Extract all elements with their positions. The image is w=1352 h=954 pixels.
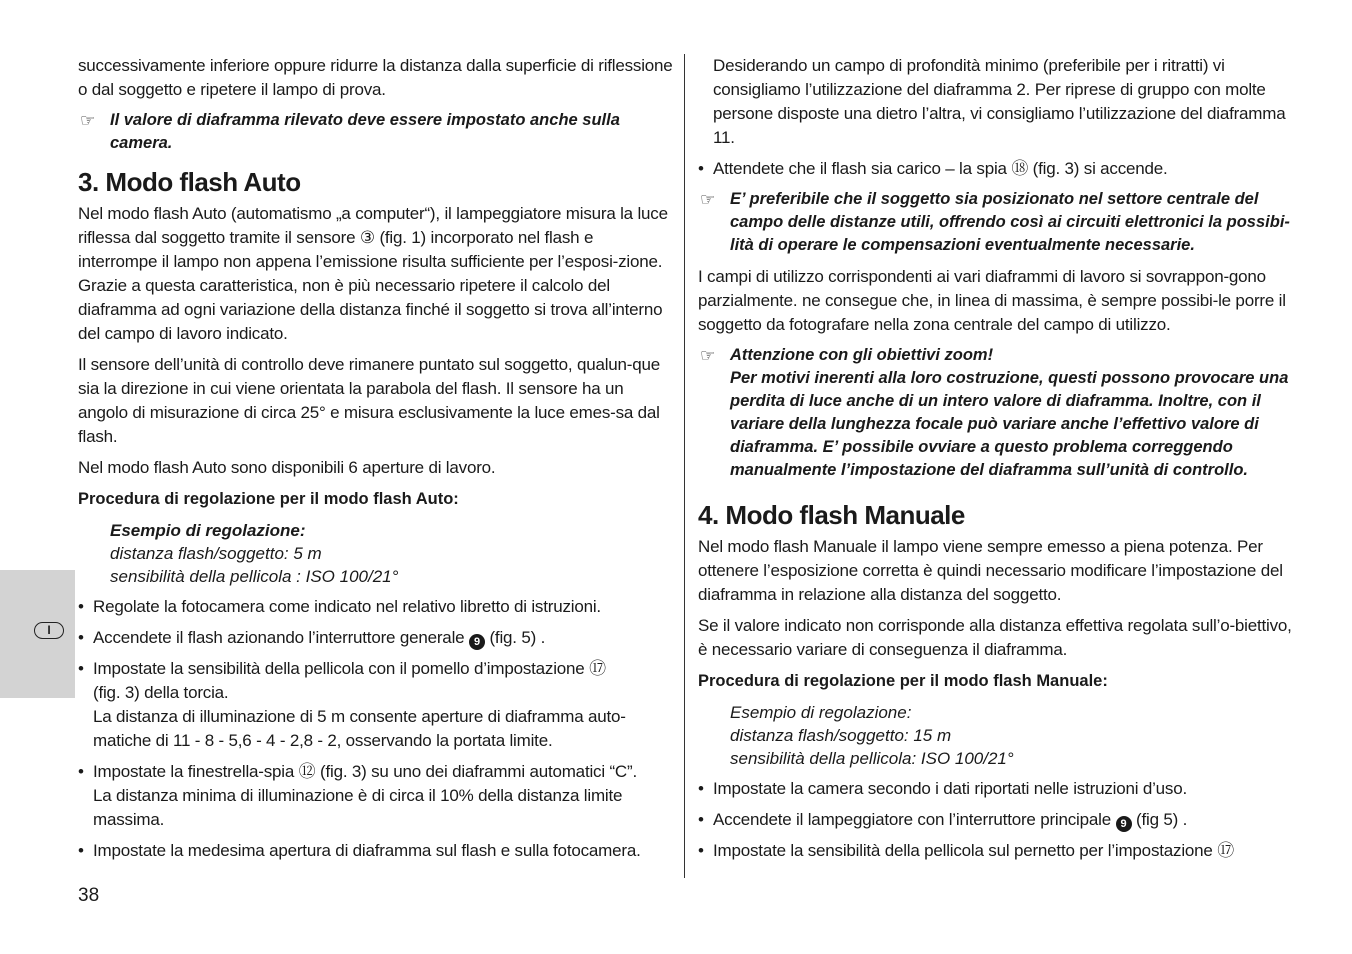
manual-paragraph-2: Se il valore indicato non corrisponde alla distanza effettiva regolata sull’o-biettivo, è necessario variare di conseguenza il diaframma. bbox=[698, 616, 1292, 659]
bullet-icon: • bbox=[78, 762, 84, 781]
example-line: distanza flash/soggetto: 15 m bbox=[730, 726, 952, 745]
section-heading-manual: 4. Modo flash Manuale bbox=[698, 500, 965, 530]
list-item: • Regolate la fotocamera come indicato nel relativo libretto di istruzioni. bbox=[78, 595, 674, 619]
bullet-icon: • bbox=[78, 628, 84, 647]
list-item: • Impostate la sensibilità della pellicola sul pernetto per l’impostazione ⑰ bbox=[698, 839, 1298, 863]
right-column bbox=[698, 54, 1298, 870]
auto-paragraph-1: Nel modo flash Auto (automatismo „a computer“), il lampeggiatore misura la luce riflessa dal soggetto tramite il sensore ③ (fig. 1) incorporato nel flash e interrompe il lampo non appena l’emissione risulta sufficiente per l’esposi-zione. Grazie a questa caratteristica, non è più necessario ripetere il calcolo del diaframma ad ogni variazione della distanza finché il soggetto si trova all’interno del campo di lavoro indicato. bbox=[78, 204, 668, 343]
list-item: • Accendete il lampeggiatore con l’interruttore principale 9 (fig 5) . bbox=[698, 810, 1188, 830]
bullet-icon: • bbox=[78, 659, 84, 678]
main-switch-ref-icon: 9 bbox=[469, 634, 485, 650]
note-zoom-lenses bbox=[698, 344, 1298, 482]
procedure-heading-auto: Procedura di regolazione per il modo flash Auto: bbox=[78, 490, 459, 508]
bullet-icon: • bbox=[698, 810, 704, 829]
example-title: Esempio di regolazione: bbox=[730, 703, 912, 722]
column-divider bbox=[684, 54, 685, 878]
example-block-manual bbox=[730, 701, 1298, 770]
main-switch-ref-icon: 9 bbox=[1116, 816, 1132, 832]
list-item: • Impostate la sensibilità della pellicola con il pomello d’impostazione ⑰ (fig. 3) della torcia. La distanza di illuminazione di 5 m consente aperture di diaframma auto-matiche di 11 - 8 - 5,6 - 4 - 2,8 - 2, osservando la portata limite. bbox=[78, 659, 626, 750]
note-subject-position bbox=[698, 188, 1298, 257]
depth-paragraph: Desiderando un campo di profondità minimo (preferibile per i ritratti) vi consigliamo l’utilizzazione del diaframma 2. Per riprese di gruppo con molte persone disposte una dietro l’altra, vi consigliamo l’utilizzazione del diaframma 11. bbox=[713, 56, 1286, 147]
language-tab bbox=[0, 570, 75, 698]
bullet-icon: • bbox=[698, 779, 704, 798]
bullet-icon: • bbox=[78, 841, 84, 860]
note-text: Il valore di diaframma rilevato deve essere impostato anche sulla camera. bbox=[110, 111, 620, 152]
procedure-heading-manual: Procedura di regolazione per il modo flash Manuale: bbox=[698, 672, 1108, 690]
example-line: sensibilità della pellicola: ISO 100/21° bbox=[730, 749, 1014, 768]
window-indicator-ref-icon: ⑫ bbox=[298, 762, 316, 781]
bullet-icon: • bbox=[698, 159, 704, 178]
ready-light-ref-icon: ⑱ bbox=[1011, 159, 1029, 178]
note-text: E’ preferibile che il soggetto sia posizionato nel settore centrale del campo delle distanze utili, offrendo così ai circuiti elettronici la possibi-lità di operare le compensazioni eventualmente necessarie. bbox=[730, 190, 1290, 254]
example-block-auto bbox=[110, 519, 674, 588]
example-line: sensibilità della pellicola : ISO 100/21° bbox=[110, 567, 399, 586]
list-item: • Impostate la camera secondo i dati riportati nelle istruzioni d’uso. bbox=[698, 777, 1298, 801]
list-item: • Attendete che il flash sia carico – la spia ⑱ (fig. 3) si accende. bbox=[698, 157, 1298, 181]
manual-paragraph-1: Nel modo flash Manuale il lampo viene sempre emesso a piena potenza. Per ottenere l’esposizione corretta è quindi necessario modificare l’impostazione del diaframma in relazione alla distanza del soggetto. bbox=[698, 537, 1283, 604]
note-title: Attenzione con gli obiettivi zoom! bbox=[730, 346, 994, 364]
list-item: • Impostate la medesima apertura di diaframma sul flash e sulla fotocamera. bbox=[78, 839, 674, 863]
list-item: • Impostate la finestrella-spia ⑫ (fig. 3) su uno dei diaframmi automatici “C”. La distanza minima di illuminazione è di circa il 10% della distanza limite massima. bbox=[78, 762, 637, 829]
setting-knob-ref-icon: ⑰ bbox=[1217, 841, 1235, 860]
example-line: distanza flash/soggetto: 5 m bbox=[110, 544, 322, 563]
section-heading-auto: 3. Modo flash Auto bbox=[78, 167, 301, 197]
example-title: Esempio di regolazione: bbox=[110, 521, 306, 540]
ranges-paragraph: I campi di utilizzo corrispondenti ai vari diaframmi di lavoro si sovrappon-gono parzialmente. ne consegue che, in linea di massima, è sempre possibi-le porre il soggetto da fotografare nella zona centrale del campo di utilizzo. bbox=[698, 267, 1286, 334]
list-item: • Accendete il flash azionando l’interruttore generale 9 (fig. 5) . bbox=[78, 628, 546, 648]
pointing-hand-icon: ☞ bbox=[700, 346, 716, 365]
pointing-hand-icon: ☞ bbox=[700, 190, 716, 209]
auto-paragraph-2: Il sensore dell’unità di controllo deve rimanere puntato sul soggetto, qualun-que sia la direzione in cui viene orientata la parabola del flash. Il sensore ha un angolo di misurazione di circa 25° e misura esclusivamente la luce emes-sa dal flash. bbox=[78, 355, 661, 446]
page-number: 38 bbox=[78, 885, 100, 906]
pointing-hand-icon: ☞ bbox=[80, 111, 96, 130]
note-aperture bbox=[78, 109, 674, 155]
setting-knob-ref-icon: ⑰ bbox=[589, 659, 606, 678]
bullet-icon: • bbox=[698, 841, 704, 860]
bullet-icon: • bbox=[78, 597, 84, 616]
note-text: Per motivi inerenti alla loro costruzione, questi possono provocare una perdita di luce anche di un intero valore di diaframma. Inoltre, con il variare della lunghezza focale può variare anche l’effettivo valore di diaframma. E’ possibile ovviare a questo problema correggendo manualmente l’impostazione del diaframma sull’unità di controllo. bbox=[730, 369, 1289, 479]
language-indicator: I bbox=[34, 622, 64, 639]
auto-paragraph-3: Nel modo flash Auto sono disponibili 6 aperture di lavoro. bbox=[78, 458, 496, 477]
intro-paragraph: successivamente inferiore oppure ridurre la distanza dalla superficie di riflessione o dal soggetto e ripetere il lampo di prova. bbox=[78, 56, 673, 99]
left-column bbox=[78, 54, 674, 870]
